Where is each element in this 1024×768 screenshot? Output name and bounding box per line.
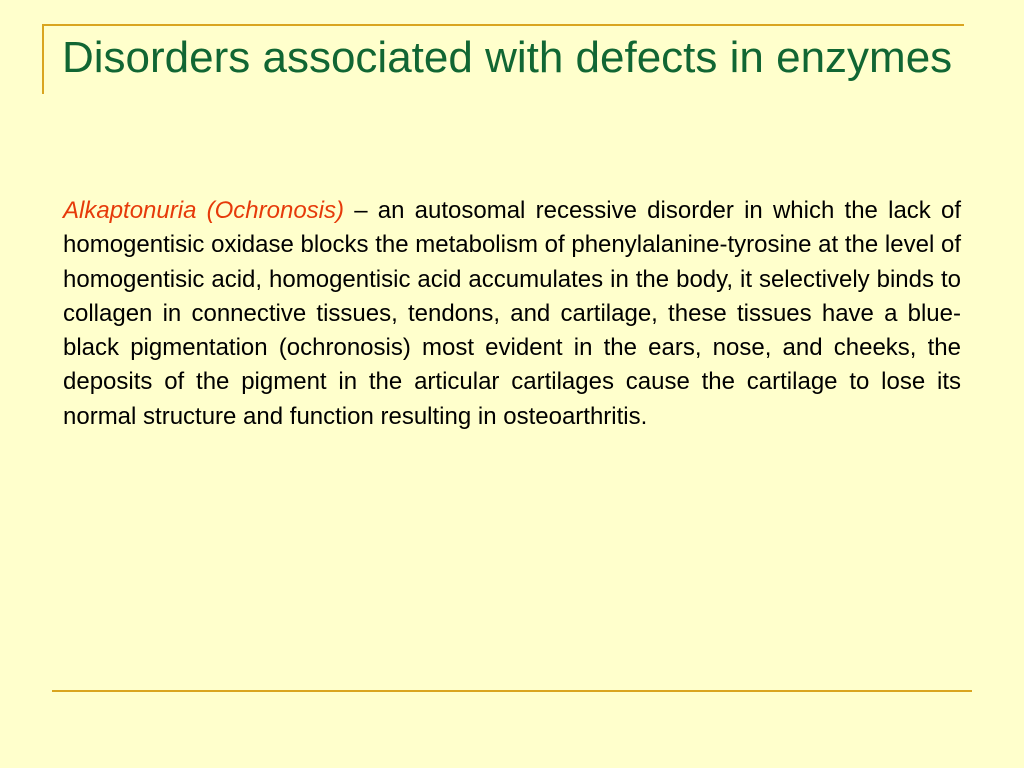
bottom-rule (52, 690, 972, 692)
disorder-term: Alkaptonuria (Ochronosis) (63, 197, 344, 224)
top-rule (42, 24, 964, 26)
body-paragraph (63, 194, 961, 434)
disorder-description: – an autosomal recessive disorder in which the lack of homogentisic oxidase blocks the metabolism of phenylalanine-tyrosine at the level of homogentisic acid, homogentisic acid accumulates in the body, it selectively binds to collagen in connective tissues, tendons, and cartilage, these tissues have a blue-black pigmentation (ochronosis) most evident in the ears, nose, and cheeks, the deposits of the pigment in the articular cartilages cause the cartilage to lose its normal structure and function resulting in osteoarthritis. (63, 197, 962, 430)
left-rule (42, 24, 44, 94)
slide-title: Disorders associated with defects in enzymes (62, 33, 953, 82)
